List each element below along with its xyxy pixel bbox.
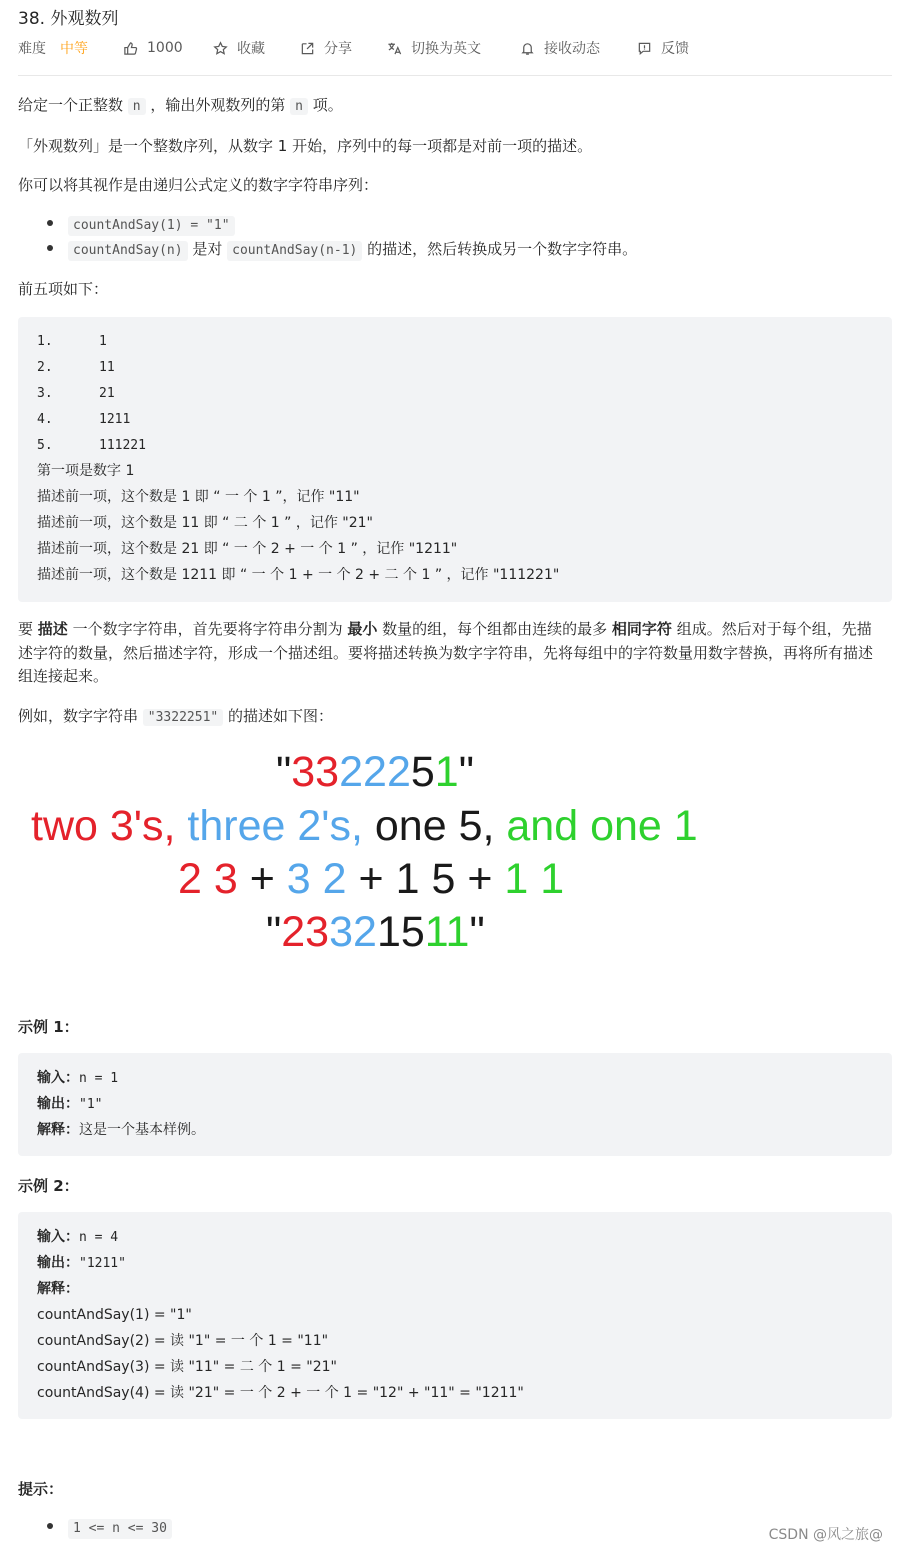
quote: " <box>276 748 292 796</box>
intro-paragraph-2: 「外观数列」是一个整数序列，从数字 1 开始，序列中的每一项都是对前一项的描述。 <box>18 137 593 155</box>
group-blue: 3 2 <box>286 855 347 903</box>
quote: " <box>266 908 282 956</box>
row-index: 5. <box>37 438 53 453</box>
inline-code: countAndSay(n) <box>68 241 188 261</box>
explanation-line: countAndSay(4) = 读 "21" = 一 个 2 + 一 个 1 = "12" + "11" = "1211" <box>37 1385 524 1401</box>
example-1-heading: 示例 1： <box>18 1018 79 1036</box>
sequence-note: 描述前一项，这个数是 21 即 “ 一 个 2 + 一 个 1 ” ，记作 "1211" <box>37 541 458 557</box>
translate-icon <box>387 41 402 56</box>
share-button[interactable] <box>300 37 352 59</box>
quote: " <box>458 748 474 796</box>
difficulty-label: 难度 <box>18 41 46 57</box>
example-output <box>37 1091 102 1117</box>
input-label: 输入： <box>37 1229 79 1245</box>
sequence-row <box>37 406 130 432</box>
example-input <box>37 1065 118 1091</box>
bell-icon <box>520 41 535 56</box>
group-blue: 222 <box>339 748 411 796</box>
group-green: 1 <box>434 748 459 796</box>
intro-paragraph-3: 你可以将其视作是由递归公式定义的数字字符串序列： <box>18 176 379 194</box>
text: 的描述如下图： <box>223 707 334 725</box>
first-five-caption: 前五项如下： <box>18 280 109 298</box>
group-red: 23 <box>281 908 330 956</box>
switch-language-label: 切换为英文 <box>411 41 481 57</box>
figure-input-string <box>276 746 474 798</box>
group-blue: three 2's, <box>187 802 363 850</box>
bullet-dot <box>47 220 53 226</box>
watermark: CSDN @风之旅@ <box>768 1527 883 1543</box>
inline-code: countAndSay(n-1) <box>227 241 362 261</box>
group-red: two 3's, <box>31 802 176 850</box>
bullet-dot <box>47 1523 53 1529</box>
text: 的描述，然后转换成另一个数字字符串。 <box>362 240 638 258</box>
group-black: one 5, <box>374 802 495 850</box>
example-explanation <box>37 1276 79 1302</box>
group-red: 2 3 <box>178 855 238 903</box>
text: 一个数字字符串，首先要将字符串分割为 <box>67 620 348 638</box>
feedback-label: 反馈 <box>661 41 689 57</box>
sequence-row <box>37 328 107 354</box>
example-input <box>37 1224 118 1250</box>
row-index: 2. <box>37 360 53 375</box>
star-icon <box>213 41 228 56</box>
explanation-value: 这是一个基本样例。 <box>79 1122 205 1138</box>
share-label: 分享 <box>324 41 352 57</box>
figure-description <box>31 800 698 852</box>
figure-output-string <box>266 906 485 958</box>
thumbs-up-icon <box>123 41 138 56</box>
explanation-line: countAndSay(3) = 读 "11" = 二 个 1 = "21" <box>37 1359 337 1375</box>
explanation-label: 解释： <box>37 1122 79 1138</box>
text: 项。 <box>307 96 343 114</box>
output-value: "1" <box>79 1097 103 1112</box>
sequence-row <box>37 432 146 458</box>
recursion-item-2 <box>68 237 637 261</box>
text: ，输出外观数列的第 <box>145 96 291 114</box>
sequence-note: 描述前一项，这个数是 1211 即 “ 一 个 1 + 一 个 2 + 二 个 1 ” ，记作 "111221" <box>37 567 560 583</box>
example-caption <box>18 704 333 730</box>
plus: + <box>455 855 505 903</box>
row-index: 3. <box>37 386 53 401</box>
row-value: 11 <box>99 360 115 375</box>
sequence-note: 描述前一项，这个数是 1 即 “ 一 个 1 ”，记作 "11" <box>37 489 360 505</box>
sequence-note: 第一项是数字 1 <box>37 463 135 479</box>
sequence-row <box>37 354 115 380</box>
like-count: 1000 <box>147 40 183 56</box>
output-label: 输出： <box>37 1255 79 1271</box>
inline-code-n: n <box>290 98 308 115</box>
example-output <box>37 1250 126 1276</box>
text: 例如，数字字符串 <box>18 707 143 725</box>
feedback-icon <box>637 41 652 56</box>
group-green: and one 1 <box>506 802 698 850</box>
row-value: 1211 <box>99 412 131 427</box>
input-value: n = 1 <box>79 1071 119 1086</box>
text: 给定一个正整数 <box>18 96 128 114</box>
inline-code: countAndSay(1) = "1" <box>68 216 235 236</box>
text: 数量的组，每个组都由连续的最多 <box>377 620 612 638</box>
example-explanation <box>37 1117 205 1143</box>
header-divider <box>18 75 892 76</box>
row-index: 4. <box>37 412 53 427</box>
explanation-line: countAndSay(2) = 读 "1" = 一 个 1 = "11" <box>37 1333 329 1349</box>
explanation-line: countAndSay(1) = "1" <box>37 1307 192 1323</box>
bold-text: 相同字符 <box>611 620 672 638</box>
problem-title: 38. 外观数列 <box>18 9 119 29</box>
group-black: 5 <box>410 748 435 796</box>
notify-label: 接收动态 <box>544 41 600 57</box>
hints-heading: 提示： <box>18 1480 64 1498</box>
group-green: 11 <box>424 908 470 956</box>
favorite-label: 收藏 <box>237 41 265 57</box>
notify-button[interactable] <box>520 37 600 59</box>
bold-text: 最小 <box>347 620 378 638</box>
explanation-label: 解释： <box>37 1281 79 1297</box>
difficulty <box>18 37 88 59</box>
switch-language-button[interactable] <box>387 37 481 59</box>
text: 组成。然后对于每个组，先描述字符的数量，然后描述字符，形成一个描述组。要将描述转换为数字字符串，先将每组中的字符数量用数字替换，再将所有描述组连接起来。 <box>18 620 874 685</box>
example-2-code-block <box>18 1212 892 1419</box>
recursion-item-1 <box>68 212 235 236</box>
inline-code: "3322251" <box>143 709 223 726</box>
hint-item <box>68 1515 172 1539</box>
share-icon <box>300 41 315 56</box>
intro-paragraph-1 <box>18 93 343 119</box>
input-label: 输入： <box>37 1070 79 1086</box>
text: 要 <box>18 620 38 638</box>
output-value: "1211" <box>79 1256 126 1271</box>
output-label: 输出： <box>37 1096 79 1112</box>
sequence-row <box>37 380 115 406</box>
difficulty-value: 中等 <box>60 41 88 57</box>
figure-count-digits <box>178 853 564 905</box>
bullet-dot <box>47 245 53 251</box>
problem-toolbar <box>18 37 888 59</box>
text: 是对 <box>187 240 228 258</box>
sequence-note: 描述前一项，这个数是 11 即 “ 二 个 1 ” ，记作 "21" <box>37 515 373 531</box>
example-1-code-block <box>18 1053 892 1156</box>
group-black: 1 5 <box>395 855 456 903</box>
bold-text: 描述 <box>37 620 68 638</box>
describe-paragraph <box>18 618 886 689</box>
inline-code-n: n <box>128 98 146 115</box>
group-blue: 32 <box>329 908 377 956</box>
first-five-code-block <box>18 317 892 602</box>
group-black: 15 <box>376 908 425 956</box>
row-value: 111221 <box>99 438 146 453</box>
row-value: 21 <box>99 386 115 401</box>
row-index: 1. <box>37 334 53 349</box>
quote: " <box>469 908 485 956</box>
input-value: n = 4 <box>79 1230 119 1245</box>
like-button[interactable] <box>123 37 183 59</box>
feedback-button[interactable] <box>637 37 689 59</box>
plus: + <box>346 855 396 903</box>
plus: + <box>237 855 287 903</box>
count-and-say-figure <box>18 742 738 962</box>
inline-code: 1 <= n <= 30 <box>68 1519 172 1539</box>
group-red: 33 <box>291 748 340 796</box>
example-2-heading: 示例 2： <box>18 1177 79 1195</box>
group-green: 1 1 <box>504 855 565 903</box>
favorite-button[interactable] <box>213 37 265 59</box>
row-value: 1 <box>99 334 107 349</box>
